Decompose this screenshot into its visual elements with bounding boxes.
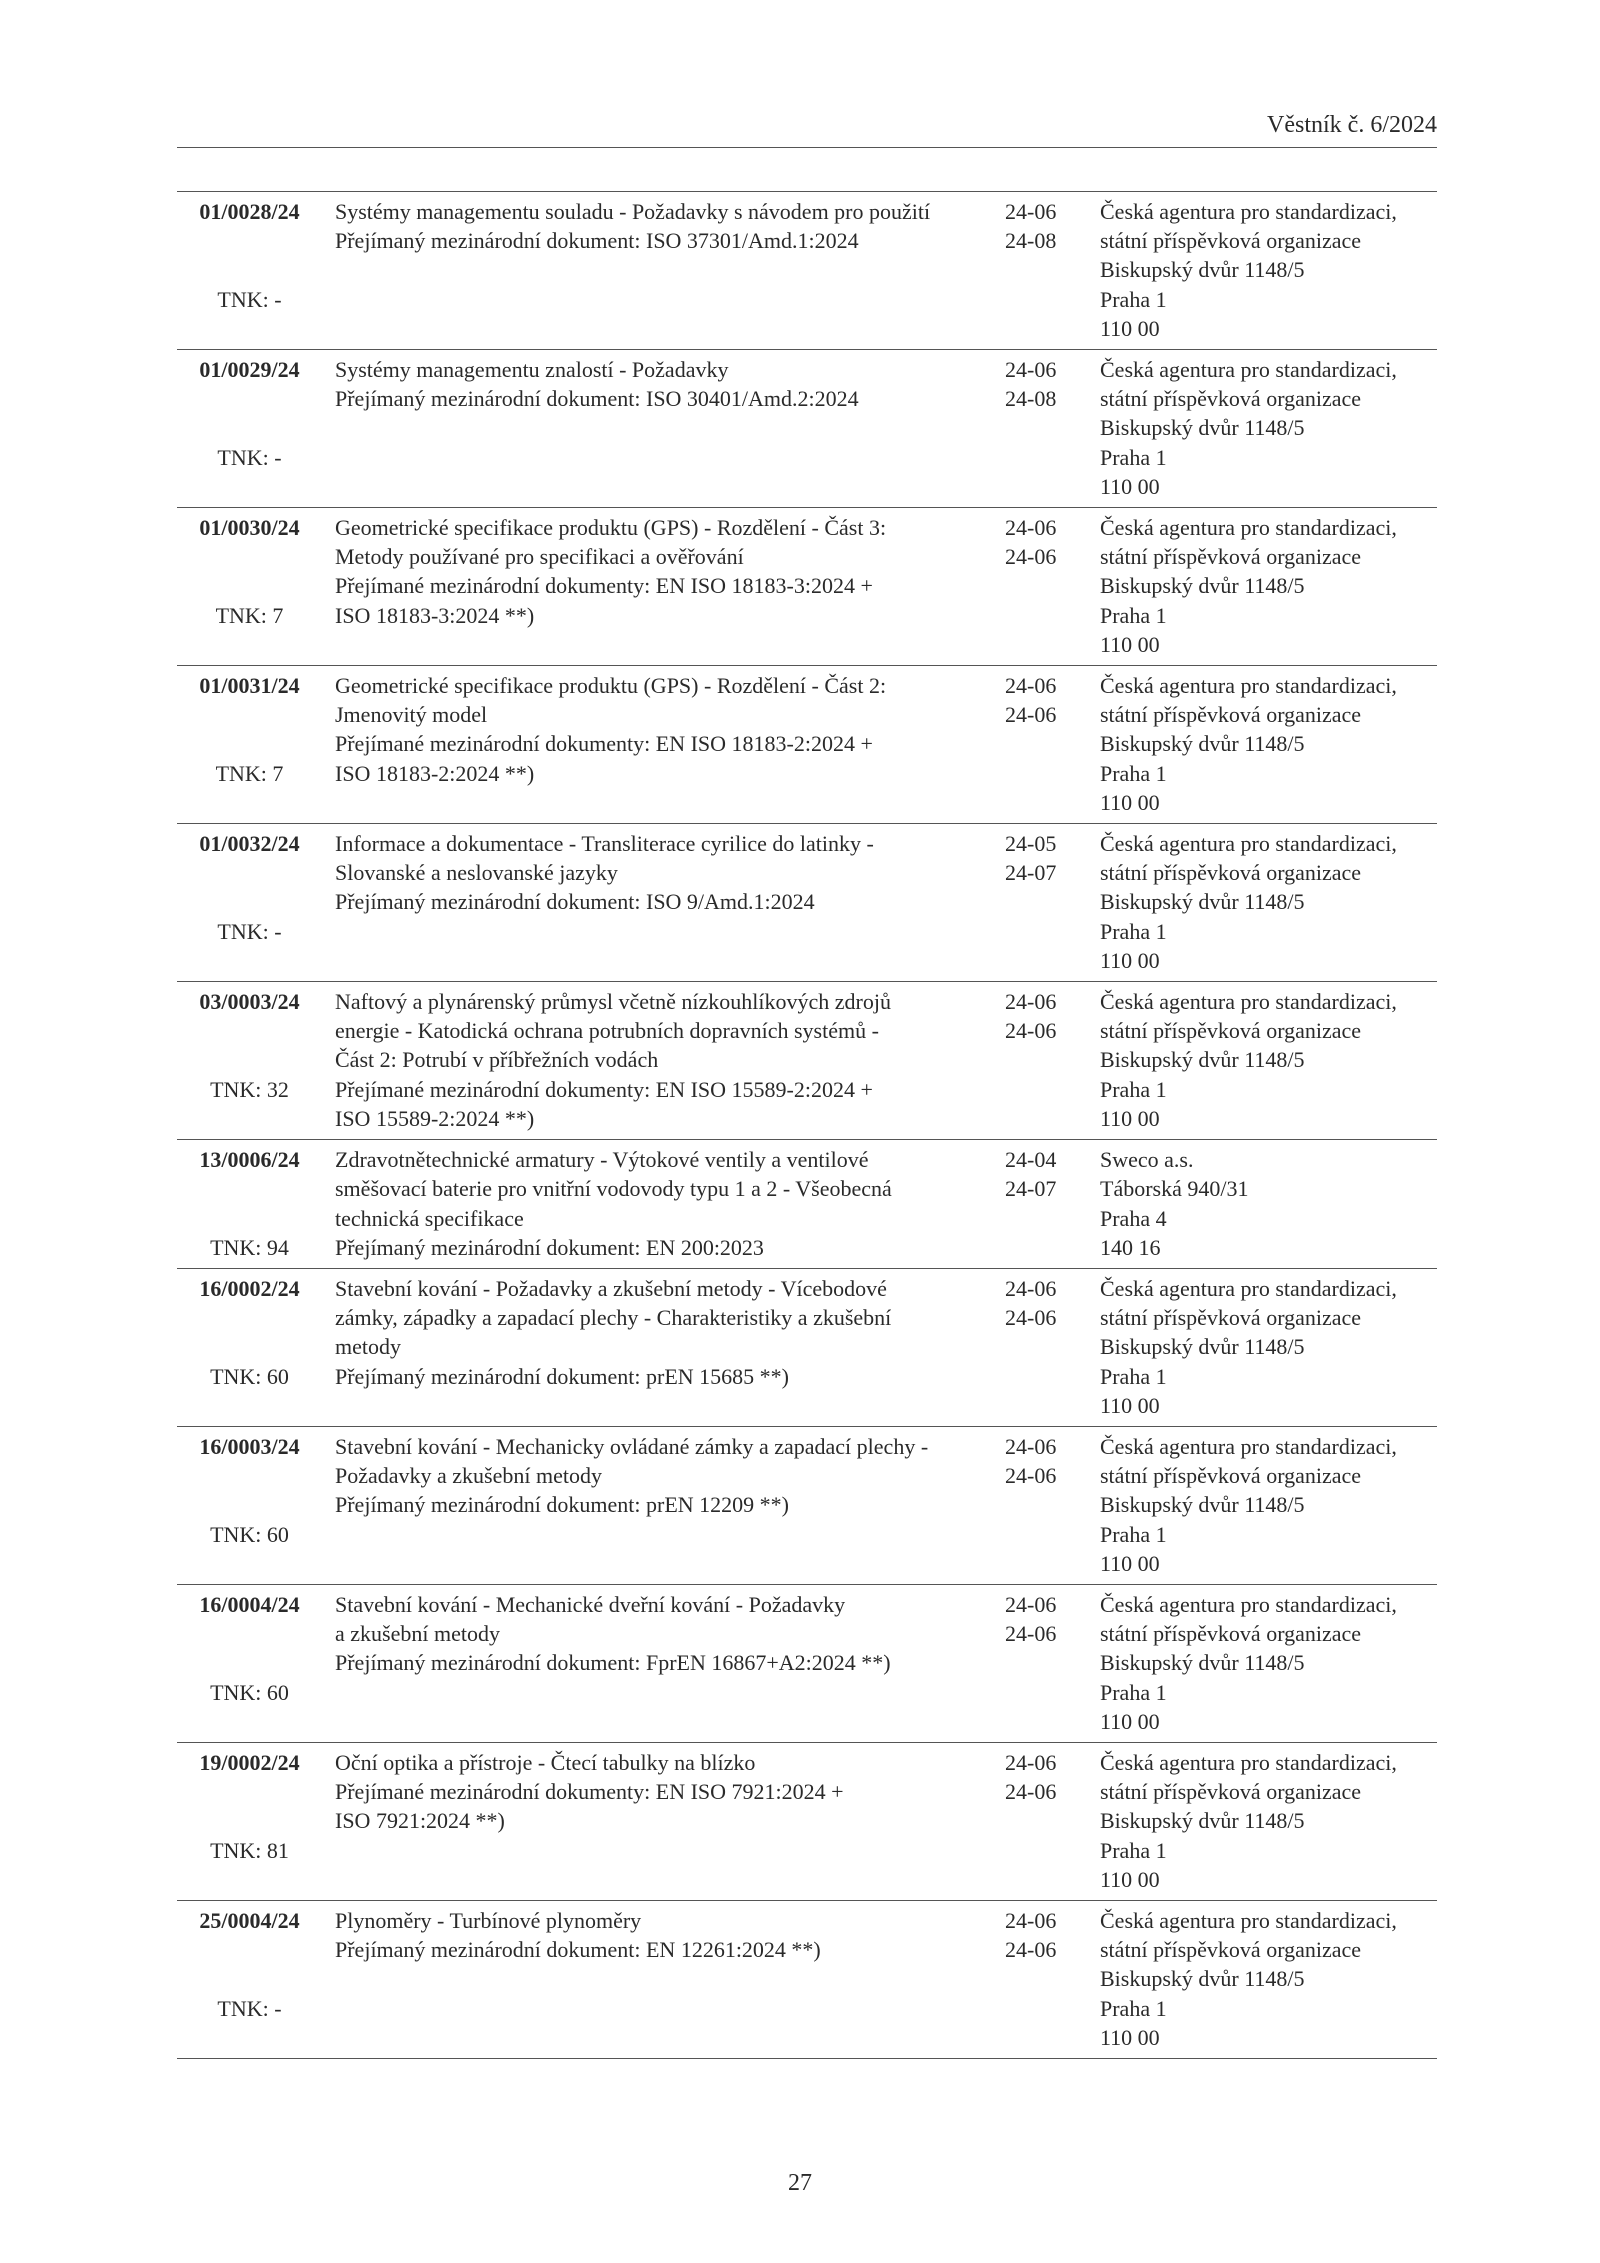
table-row: [177, 350, 1437, 508]
table-row: [177, 1269, 1437, 1427]
address-line: Praha 1: [1100, 286, 1167, 312]
address-line: 110 00: [1100, 473, 1160, 499]
tnk-number: TNK: -: [217, 286, 282, 312]
address-line: státní příspěvková organizace: [1100, 1937, 1362, 1963]
description-cell: [322, 671, 1005, 817]
tnk-number: TNK: 32: [210, 1076, 289, 1102]
address-line: Biskupský dvůr 1148/5: [1100, 257, 1305, 283]
tnk-number: TNK: 7: [215, 602, 284, 628]
dates-cell: [1005, 197, 1100, 343]
description-line: Naftový a plynárenský průmysl včetně nízkouhlíkových zdrojů: [335, 989, 891, 1015]
description-line: Přejímaný mezinárodní dokument: prEN 12209 **): [335, 1492, 789, 1518]
address-line: Biskupský dvůr 1148/5: [1100, 1808, 1305, 1834]
table-row: [177, 666, 1437, 824]
date: 24-06: [1005, 989, 1057, 1015]
address-line: Česká agentura pro standardizaci,: [1100, 199, 1397, 224]
date: 24-06: [1005, 544, 1057, 570]
address-cell: [1100, 829, 1437, 975]
description-line: Část 2: Potrubí v příbřežních vodách: [335, 1047, 659, 1073]
address-cell: [1100, 1590, 1437, 1736]
address-cell: [1100, 1145, 1437, 1262]
description-line: ISO 18183-3:2024 **): [335, 602, 535, 628]
address-cell: [1100, 513, 1437, 659]
id-cell: [177, 197, 322, 343]
address-line: 110 00: [1100, 2024, 1160, 2050]
table-row: [177, 1585, 1437, 1743]
description-line: Geometrické specifikace produktu (GPS) - Rozdělení - Část 3:: [335, 515, 887, 541]
address-line: 110 00: [1100, 1105, 1160, 1131]
table-row: [177, 1743, 1437, 1901]
address-line: Česká agentura pro standardizaci,: [1100, 1275, 1397, 1301]
address-line: Biskupský dvůr 1148/5: [1100, 1334, 1305, 1360]
date: 24-06: [1005, 1305, 1057, 1331]
standard-id: 03/0003/24: [199, 989, 300, 1015]
address-line: Česká agentura pro standardizaci,: [1100, 831, 1397, 857]
standard-id: 16/0003/24: [199, 1433, 300, 1459]
publication-title: Věstník č. 6/2024: [1267, 112, 1437, 138]
standard-id: 01/0032/24: [199, 831, 300, 857]
tnk-number: TNK: 7: [215, 760, 284, 786]
description-line: Zdravotnětechnické armatury - Výtokové ventily a ventilové: [335, 1147, 869, 1173]
address-line: 110 00: [1100, 631, 1160, 657]
address-line: Praha 1: [1100, 918, 1167, 944]
address-line: státní příspěvková organizace: [1100, 1463, 1362, 1489]
description-cell: [322, 1432, 1005, 1578]
date: 24-08: [1005, 228, 1057, 254]
table-row: [177, 824, 1437, 982]
description-line: Přejímaný mezinárodní dokument: prEN 15685 **): [335, 1363, 789, 1389]
table-row: [177, 508, 1437, 666]
standard-id: 01/0031/24: [199, 673, 300, 699]
standard-id: 16/0002/24: [199, 1275, 300, 1301]
date: 24-08: [1005, 386, 1057, 412]
date: 24-06: [1005, 515, 1057, 541]
address-line: 110 00: [1100, 1866, 1160, 1892]
address-cell: [1100, 987, 1437, 1133]
address-line: státní příspěvková organizace: [1100, 1621, 1362, 1647]
description-line: Stavební kování - Mechanické dveřní kování - Požadavky: [335, 1591, 846, 1617]
address-line: Praha 1: [1100, 1837, 1167, 1863]
id-cell: [177, 1145, 322, 1262]
dates-cell: [1005, 1748, 1100, 1894]
id-cell: [177, 829, 322, 975]
address-line: Praha 1: [1100, 1995, 1167, 2021]
address-line: Biskupský dvůr 1148/5: [1100, 415, 1305, 441]
description-line: technická specifikace: [335, 1205, 524, 1231]
date: 24-06: [1005, 1275, 1057, 1301]
address-cell: [1100, 197, 1437, 343]
date: 24-06: [1005, 1907, 1057, 1933]
id-cell: [177, 987, 322, 1133]
date: 24-06: [1005, 199, 1057, 224]
description-line: energie - Katodická ochrana potrubních dopravních systémů -: [335, 1018, 879, 1044]
standards-table: [177, 191, 1437, 2059]
address-line: státní příspěvková organizace: [1100, 860, 1362, 886]
address-cell: [1100, 1748, 1437, 1894]
address-line: státní příspěvková organizace: [1100, 1018, 1362, 1044]
address-line: státní příspěvková organizace: [1100, 1305, 1362, 1331]
standard-id: 13/0006/24: [199, 1147, 300, 1173]
description-line: Přejímaný mezinárodní dokument: ISO 30401/Amd.2:2024: [335, 386, 859, 412]
date: 24-04: [1005, 1147, 1057, 1173]
description-cell: [322, 987, 1005, 1133]
description-line: ISO 7921:2024 **): [335, 1808, 505, 1834]
description-line: Stavební kování - Mechanicky ovládané zámky a zapadací plechy -: [335, 1433, 929, 1459]
address-line: Praha 1: [1100, 602, 1167, 628]
date: 24-06: [1005, 1621, 1057, 1647]
address-line: Praha 4: [1100, 1205, 1167, 1231]
id-cell: [177, 355, 322, 501]
address-line: Česká agentura pro standardizaci,: [1100, 1749, 1397, 1775]
dates-cell: [1005, 1906, 1100, 2052]
date: 24-06: [1005, 1779, 1057, 1805]
date: 24-05: [1005, 831, 1057, 857]
description-cell: [322, 1748, 1005, 1894]
id-cell: [177, 1432, 322, 1578]
address-line: Česká agentura pro standardizaci,: [1100, 673, 1397, 699]
description-line: Plynoměry - Turbínové plynoměry: [335, 1907, 642, 1933]
description-line: Přejímaný mezinárodní dokument: ISO 37301/Amd.1:2024: [335, 228, 859, 254]
description-line: Přejímané mezinárodní dokumenty: EN ISO 18183-3:2024 +: [335, 573, 873, 599]
description-line: Systémy managementu souladu - Požadavky s návodem pro použití: [335, 199, 931, 224]
tnk-number: TNK: 60: [210, 1363, 289, 1389]
description-line: směšovací baterie pro vnitřní vodovody typu 1 a 2 - Všeobecná: [335, 1176, 892, 1202]
address-line: Praha 1: [1100, 1076, 1167, 1102]
description-line: metody: [335, 1334, 401, 1360]
description-line: Přejímaný mezinárodní dokument: ISO 9/Amd.1:2024: [335, 889, 815, 915]
standard-id: 01/0030/24: [199, 515, 300, 541]
tnk-number: TNK: 81: [210, 1837, 289, 1863]
description-line: Přejímaný mezinárodní dokument: EN 12261:2024 **): [335, 1937, 821, 1963]
description-cell: [322, 1145, 1005, 1262]
description-cell: [322, 1590, 1005, 1736]
dates-cell: [1005, 355, 1100, 501]
date: 24-06: [1005, 1433, 1057, 1459]
id-cell: [177, 671, 322, 817]
address-line: 110 00: [1100, 1708, 1160, 1734]
address-line: Česká agentura pro standardizaci,: [1100, 1907, 1397, 1933]
tnk-number: TNK: 94: [210, 1234, 289, 1260]
description-line: Stavební kování - Požadavky a zkušební metody - Vícebodové: [335, 1275, 887, 1301]
date: 24-06: [1005, 1591, 1057, 1617]
dates-cell: [1005, 1432, 1100, 1578]
date: 24-06: [1005, 1018, 1057, 1044]
address-cell: [1100, 1432, 1437, 1578]
description-cell: [322, 355, 1005, 501]
id-cell: [177, 513, 322, 659]
description-line: zámky, západky a zapadací plechy - Charakteristiky a zkušební: [335, 1305, 892, 1331]
description-line: Informace a dokumentace - Transliterace cyrilice do latinky -: [335, 831, 874, 857]
description-cell: [322, 513, 1005, 659]
description-line: a zkušební metody: [335, 1621, 500, 1647]
address-line: 110 00: [1100, 947, 1160, 973]
address-line: Biskupský dvůr 1148/5: [1100, 573, 1305, 599]
address-line: Česká agentura pro standardizaci,: [1100, 515, 1397, 541]
date: 24-06: [1005, 673, 1057, 699]
table-row: [177, 1427, 1437, 1585]
description-cell: [322, 829, 1005, 975]
address-cell: [1100, 1906, 1437, 2052]
dates-cell: [1005, 513, 1100, 659]
description-line: Systémy managementu znalostí - Požadavky: [335, 357, 729, 383]
address-line: 110 00: [1100, 789, 1160, 815]
tnk-number: TNK: 60: [210, 1521, 289, 1547]
date: 24-06: [1005, 1463, 1057, 1489]
address-line: Praha 1: [1100, 1521, 1167, 1547]
description-line: Přejímaný mezinárodní dokument: FprEN 16867+A2:2024 **): [335, 1650, 891, 1676]
standard-id: 01/0029/24: [199, 357, 300, 383]
description-line: Přejímané mezinárodní dokumenty: EN ISO 15589-2:2024 +: [335, 1076, 873, 1102]
address-line: Česká agentura pro standardizaci,: [1100, 1433, 1397, 1459]
id-cell: [177, 1274, 322, 1420]
date: 24-07: [1005, 860, 1057, 886]
standard-id: 01/0028/24: [199, 199, 300, 224]
address-line: Česká agentura pro standardizaci,: [1100, 989, 1397, 1015]
tnk-number: TNK: -: [217, 1995, 282, 2021]
address-line: Sweco a.s.: [1100, 1147, 1194, 1173]
description-line: Jmenovitý model: [335, 702, 488, 728]
description-cell: [322, 1906, 1005, 2052]
address-line: Biskupský dvůr 1148/5: [1100, 1650, 1305, 1676]
address-line: státní příspěvková organizace: [1100, 228, 1362, 254]
address-line: Biskupský dvůr 1148/5: [1100, 1047, 1305, 1073]
date: 24-06: [1005, 702, 1057, 728]
address-line: Praha 1: [1100, 1363, 1167, 1389]
dates-cell: [1005, 1590, 1100, 1736]
address-line: 140 16: [1100, 1234, 1161, 1260]
address-line: Biskupský dvůr 1148/5: [1100, 1966, 1305, 1992]
description-line: Metody používané pro specifikaci a ověřování: [335, 544, 744, 570]
description-line: Přejímaný mezinárodní dokument: EN 200:2023: [335, 1234, 764, 1260]
address-line: státní příspěvková organizace: [1100, 386, 1362, 412]
header-divider: [177, 147, 1437, 148]
description-line: Přejímané mezinárodní dokumenty: EN ISO 7921:2024 +: [335, 1779, 844, 1805]
address-cell: [1100, 1274, 1437, 1420]
description-line: ISO 15589-2:2024 **): [335, 1105, 535, 1131]
address-line: Praha 1: [1100, 444, 1167, 470]
id-cell: [177, 1748, 322, 1894]
description-line: Geometrické specifikace produktu (GPS) - Rozdělení - Část 2:: [335, 673, 887, 699]
address-line: státní příspěvková organizace: [1100, 702, 1362, 728]
dates-cell: [1005, 671, 1100, 817]
address-line: Česká agentura pro standardizaci,: [1100, 357, 1397, 383]
address-line: 110 00: [1100, 315, 1160, 341]
standard-id: 25/0004/24: [199, 1907, 300, 1933]
standard-id: 19/0002/24: [199, 1749, 300, 1775]
description-line: Slovanské a neslovanské jazyky: [335, 860, 618, 886]
dates-cell: [1005, 829, 1100, 975]
tnk-number: TNK: 60: [210, 1679, 289, 1705]
page-number: 27: [788, 2170, 812, 2196]
address-line: státní příspěvková organizace: [1100, 544, 1362, 570]
description-line: Přejímané mezinárodní dokumenty: EN ISO 18183-2:2024 +: [335, 731, 873, 757]
address-cell: [1100, 671, 1437, 817]
date: 24-06: [1005, 1749, 1057, 1775]
date: 24-06: [1005, 357, 1057, 383]
description-line: Oční optika a přístroje - Čtecí tabulky na blízko: [335, 1749, 756, 1775]
tnk-number: TNK: -: [217, 918, 282, 944]
table-row: [177, 1901, 1437, 2059]
table-row: [177, 982, 1437, 1140]
dates-cell: [1005, 1274, 1100, 1420]
address-line: Biskupský dvůr 1148/5: [1100, 889, 1305, 915]
address-line: Praha 1: [1100, 760, 1167, 786]
id-cell: [177, 1590, 322, 1736]
address-line: Táborská 940/31: [1100, 1176, 1249, 1202]
dates-cell: [1005, 1145, 1100, 1262]
address-line: Česká agentura pro standardizaci,: [1100, 1591, 1397, 1617]
date: 24-06: [1005, 1937, 1057, 1963]
address-cell: [1100, 355, 1437, 501]
address-line: Biskupský dvůr 1148/5: [1100, 731, 1305, 757]
dates-cell: [1005, 987, 1100, 1133]
description-cell: [322, 197, 1005, 343]
address-line: Biskupský dvůr 1148/5: [1100, 1492, 1305, 1518]
address-line: státní příspěvková organizace: [1100, 1779, 1362, 1805]
description-line: ISO 18183-2:2024 **): [335, 760, 535, 786]
table-row: [177, 192, 1437, 350]
description-line: Požadavky a zkušební metody: [335, 1463, 602, 1489]
address-line: 110 00: [1100, 1392, 1160, 1418]
table-row: [177, 1140, 1437, 1269]
address-line: Praha 1: [1100, 1679, 1167, 1705]
id-cell: [177, 1906, 322, 2052]
tnk-number: TNK: -: [217, 444, 282, 470]
standard-id: 16/0004/24: [199, 1591, 300, 1617]
date: 24-07: [1005, 1176, 1057, 1202]
description-cell: [322, 1274, 1005, 1420]
address-line: 110 00: [1100, 1550, 1160, 1576]
